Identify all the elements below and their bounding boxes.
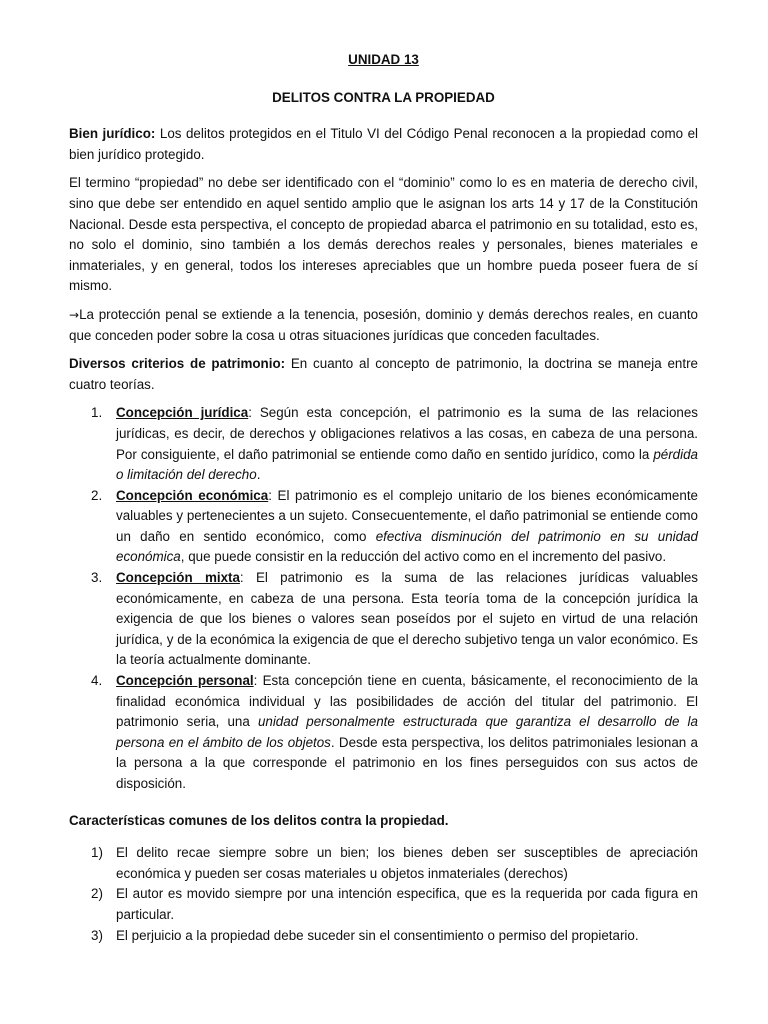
criterios-label: Diversos criterios de patrimonio: <box>69 356 286 372</box>
propiedad-paragraph: El termino “propiedad” no debe ser identificado con el “dominio” como lo es en materia de derecho civil, sino que debe ser entendido en aquel sentido amplio que le asignan los arts 14 y 17 de la Constitución Nacional. Desde esta perspectiva, el concepto de propiedad abarca el patrimonio en su totalidad, esto es, no solo el dominio, sino también a los demás derechos reales y personales, bienes materiales e inmateriales, y en general, todos los intereses apreciables que un hombre pueda poseer fuera de sí mismo. <box>69 175 698 294</box>
conception-emphasis: efectiva disminución del patrimonio en su unidad económica <box>116 528 698 565</box>
list-item <box>69 926 698 947</box>
criterios-text: En cuanto al concepto de patrimonio, la doctrina se maneja entre cuatro teorías. <box>69 356 698 392</box>
conception-term: Concepción económica <box>116 487 269 503</box>
arrow-right-icon: → <box>69 307 80 322</box>
list-number: 1. <box>91 405 103 421</box>
conception-term: Concepción jurídica <box>116 405 249 421</box>
unit-heading-text: UNIDAD 13 <box>348 52 419 67</box>
list-item <box>69 884 698 925</box>
conception-text: : El patrimonio es la suma de las relaciones jurídicas valuables económicamente, en cabeza de una persona. Esta teoría toma de la concepción jurídica la exigencia de que los bienes o valores sean poseídos por el sujeto en virtud de una relación jurídica, y de la económica la exigencia de que el derecho subjetivo tenga un valor económico. Es la teoría actualmente dominante. <box>116 570 698 668</box>
conception-text: : Esta concepción tiene en cuenta, básicamente, el reconocimiento de la finalidad económica individual y las posibilidades de acción del titular del patrimonio. El patrimonio seria, una <box>116 673 698 730</box>
document-title: DELITOS CONTRA LA PROPIEDAD <box>272 89 495 105</box>
conception-text-end: . Desde esta perspectiva, los delitos patrimoniales lesionan a la persona a la que corresponde el patrimonio en los fines perseguidos con sus actos de disposición. <box>116 734 698 791</box>
list-item <box>69 403 698 485</box>
proteccion-text: La protección penal se extiende a la tenencia, posesión, dominio y demás derechos reales, en cuanto que conceden poder sobre la cosa u otras situaciones jurídicas que conceden facultades. <box>69 306 698 343</box>
list-item-text: El autor es movido siempre por una intención especifica, que es la requerida por cada figura en particular. <box>116 886 698 922</box>
criterios-paragraph <box>69 354 698 395</box>
list-item-text: El perjuicio a la propiedad debe suceder sin el consentimiento o permiso del propietario. <box>116 927 639 943</box>
list-number: 3. <box>91 570 103 586</box>
bien-juridico-label: Bien jurídico: <box>69 126 156 142</box>
conception-text: : Según esta concepción, el patrimonio es la suma de las relaciones jurídicas, es decir, de derechos y obligaciones relativos a las cosas, en cabeza de una persona. Por consiguiente, el daño patrimonial se entiende como daño en sentido jurídico, como la <box>116 405 698 462</box>
conception-text-end: , que puede consistir en la reducción del activo como en el incremento del pasivo. <box>180 549 667 565</box>
list-number: 3) <box>91 927 103 943</box>
list-number: 1) <box>91 845 103 861</box>
list-number: 2. <box>91 487 103 503</box>
document-page <box>69 50 698 946</box>
conception-text: : El patrimonio es el complejo unitario de los bienes económicamente valuables y pertenecientes a un sujeto. Consecuentemente, el daño patrimonial se entiende como un daño en sentido económico, como <box>116 487 698 544</box>
list-item <box>69 486 698 568</box>
list-number: 2) <box>91 886 103 902</box>
caracteristicas-list <box>69 843 698 946</box>
conceptions-list <box>69 403 698 794</box>
list-item <box>69 568 698 671</box>
bien-juridico-text: Los delitos protegidos en el Titulo VI del Código Penal reconocen a la propiedad como el bien jurídico protegido. <box>69 126 699 162</box>
conception-term: Concepción mixta <box>116 570 240 586</box>
conception-text-end: . <box>256 467 261 483</box>
conception-term: Concepción personal <box>116 673 254 689</box>
list-item-text: El delito recae siempre sobre un bien; los bienes deben ser susceptibles de apreciación económica y pueden ser cosas materiales u objetos inmateriales (derechos) <box>116 845 698 881</box>
list-number: 4. <box>91 673 103 689</box>
list-item <box>69 671 698 795</box>
list-item <box>69 843 698 884</box>
conception-emphasis: pérdida o limitación del derecho <box>116 446 698 483</box>
bien-juridico-paragraph <box>69 124 698 165</box>
conception-emphasis: unidad personalmente estructurada que garantiza el desarrollo de la persona en el ámbito de los objetos <box>116 714 698 750</box>
proteccion-paragraph <box>69 305 698 346</box>
caracteristicas-heading: Características comunes de los delitos contra la propiedad. <box>69 812 449 828</box>
unit-heading <box>69 50 698 71</box>
